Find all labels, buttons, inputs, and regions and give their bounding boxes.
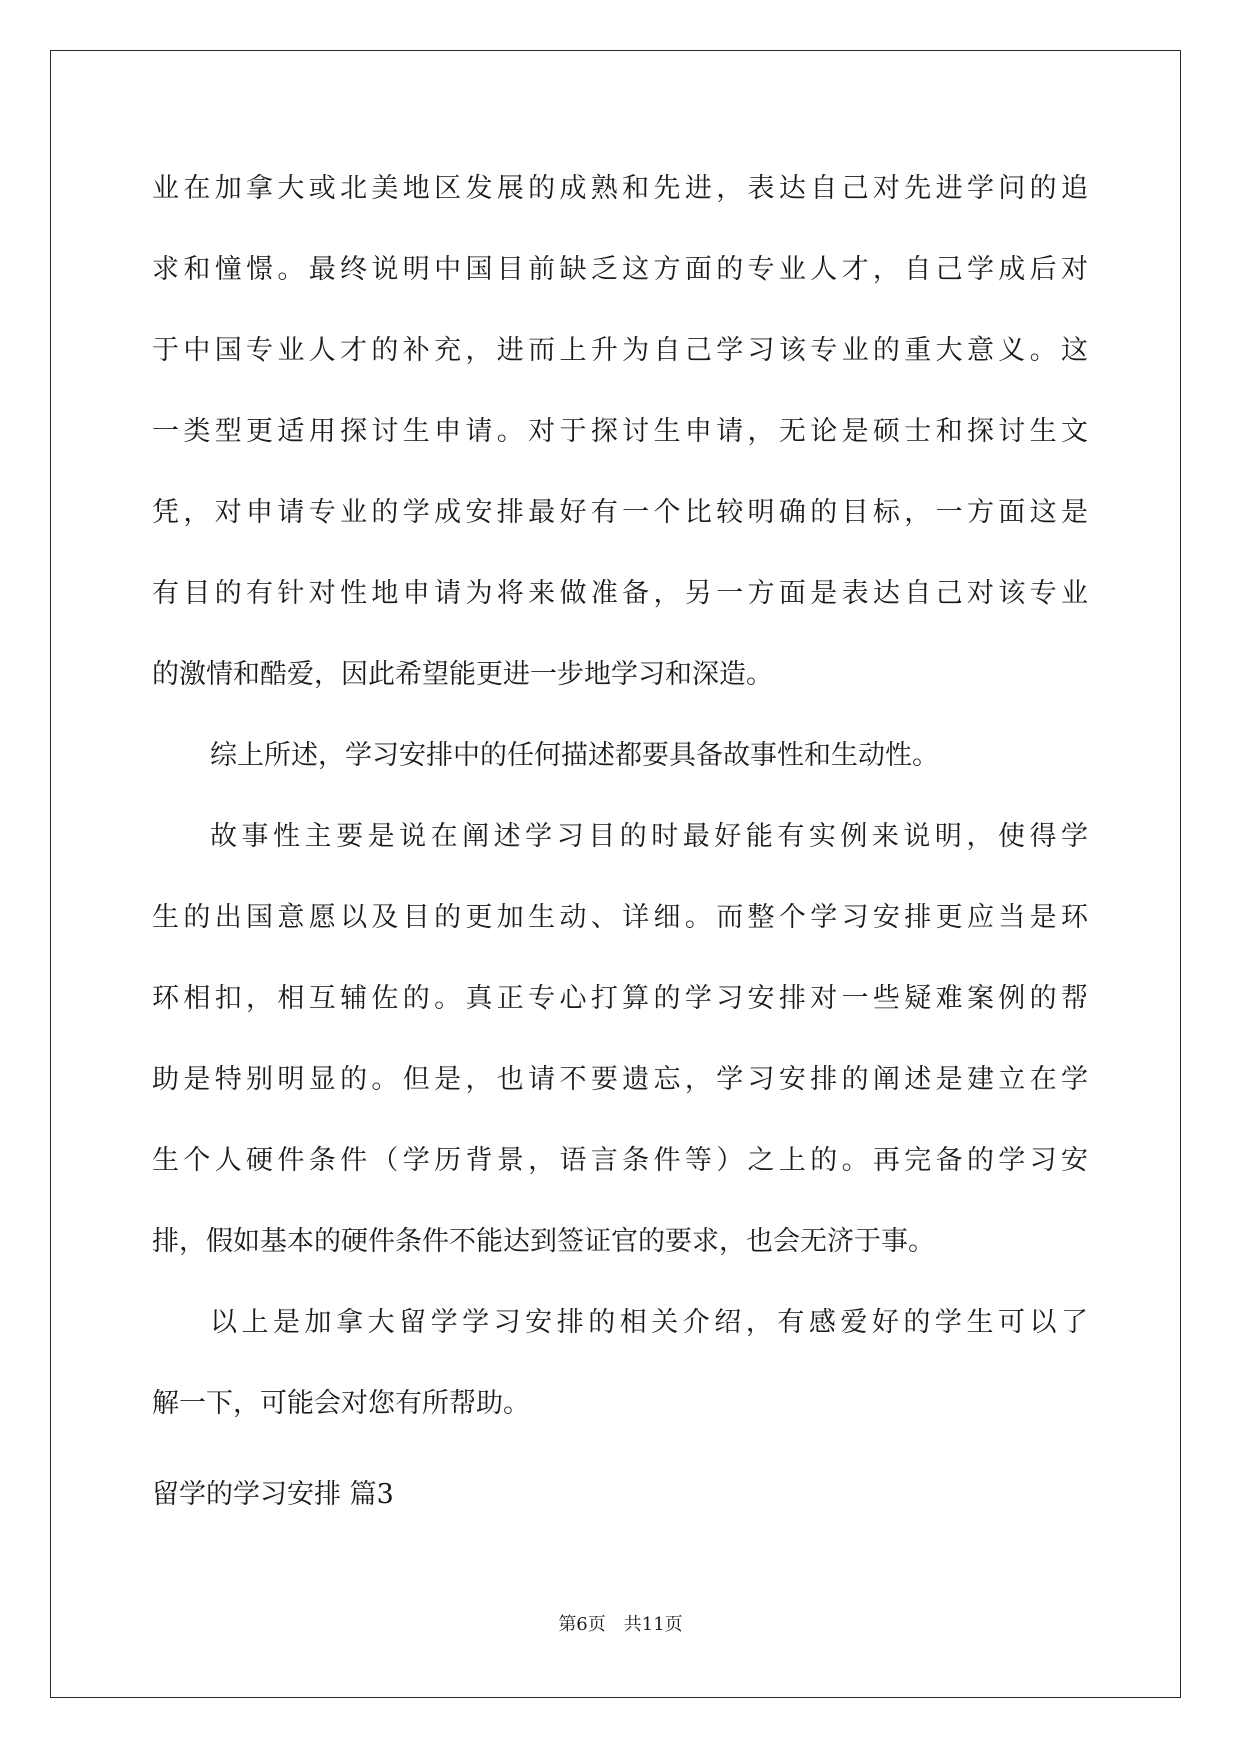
paragraph-first-line: 以上是加拿大留学学习安排的相关介绍，有感爱好的学生可以了 bbox=[210, 1307, 1088, 1338]
text-line: 求和憧憬。最终说明中国目前缺乏这方面的专业人才，自己学成后对 bbox=[152, 254, 1088, 285]
text-line: 的激情和酷爱，因此希望能更进一步地学习和深造。 bbox=[152, 659, 773, 690]
text-line: 凭，对申请专业的学成安排最好有一个比较明确的目标，一方面这是 bbox=[152, 497, 1088, 528]
text-line: 有目的有针对性地申请为将来做准备，另一方面是表达自己对该专业 bbox=[152, 578, 1088, 609]
text-line: 于中国专业人才的补充，进而上升为自己学习该专业的重大意义。这 bbox=[152, 335, 1088, 366]
text-line: 一类型更适用探讨生申请。对于探讨生申请，无论是硕士和探讨生文 bbox=[152, 416, 1088, 447]
text-line: 排，假如基本的硬件条件不能达到签证官的要求，也会无济于事。 bbox=[152, 1226, 935, 1257]
text-line: 业在加拿大或北美地区发展的成熟和先进，表达自己对先进学问的追 bbox=[152, 173, 1088, 204]
paragraph-first-line: 故事性主要是说在阐述学习目的时最好能有实例来说明，使得学 bbox=[210, 821, 1088, 852]
text-line: 生的出国意愿以及目的更加生动、详细。而整个学习安排更应当是环 bbox=[152, 902, 1088, 933]
section-heading: 留学的学习安排 篇3 bbox=[152, 1479, 394, 1510]
text-line: 助是特别明显的。但是，也请不要遗忘，学习安排的阐述是建立在学 bbox=[152, 1064, 1088, 1095]
document-body bbox=[152, 160, 1088, 1456]
page-number: 第6页 共11页 bbox=[558, 1614, 683, 1635]
text-line: 解一下，可能会对您有所帮助。 bbox=[152, 1388, 530, 1419]
paragraph-first-line: 综上所述，学习安排中的任何描述都要具备故事性和生动性。 bbox=[210, 740, 939, 771]
text-line: 生个人硬件条件（学历背景，语言条件等）之上的。再完备的学习安 bbox=[152, 1145, 1088, 1176]
text-line: 环相扣，相互辅佐的。真正专心打算的学习安排对一些疑难案例的帮 bbox=[152, 983, 1088, 1014]
